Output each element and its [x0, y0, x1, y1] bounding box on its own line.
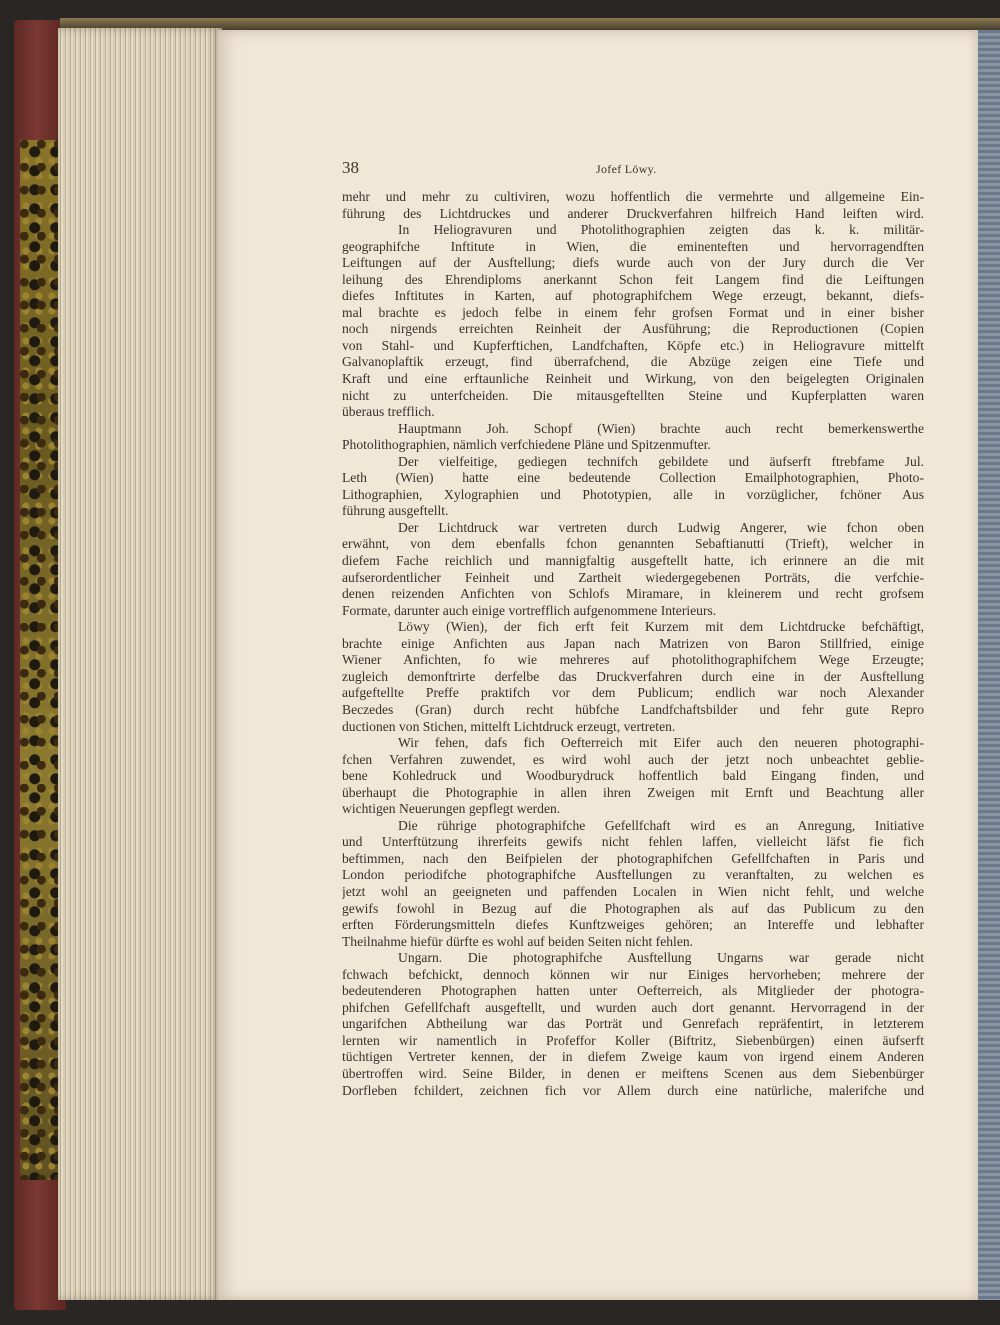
text-line: diefem Fache reichlich und mannigfaltig ausgeftellt hatte, ich erinnere an die mit [342, 553, 924, 569]
text-line: nicht zu unterfcheiden. Die mitausgeftellten Steine und Kupferplatten waren [342, 387, 924, 403]
text-line: Wir fehen, dafs fich Oefterreich mit Eifer auch den neueren photographi- [398, 735, 924, 751]
text-line: von Stahl- und Kupferftichen, Landfchaften, Köpfe etc.) in Heliogravure mittelft [342, 337, 924, 353]
text-line: überhaupt die Photographie in allen ihren Zweigen mit Ernft und Beachtung aller [342, 784, 924, 800]
running-head: Jofef Löwy. [596, 162, 657, 176]
text-line: geographifche Inftitute in Wien, die eminenteften und hervorragendften [342, 238, 924, 254]
text-line: tüchtigen Vertreter kennen, der in diefem Zweige kaum von irgend einem Anderen [342, 1049, 924, 1065]
text-line: leihung des Ehrendiploms anerkannt Schon feit Langem find die Leiftungen [342, 271, 924, 287]
text-line: fchen Verfahren zuwendet, es wird wohl auch der jetzt noch unbeachtet geblie- [342, 751, 924, 767]
text-line: Galvanoplaftik erzeugt, find überrafchend, die Abzüge zeigen eine Tiefe und [342, 354, 924, 370]
text-line: aufserordentlicher Feinheit und Zartheit wiedergegebenen Porträts, die verfchie- [342, 569, 924, 585]
text-line: Theilnahme hiefür dürfte es wohl auf beiden Seiten nicht fehlen. [342, 933, 694, 949]
text-line: beftimmen, nach den Beifpielen der photographifchen Gefellfchaften in Paris und [342, 850, 924, 866]
text-line: aufgeftellte Preffe praktifch vor dem Publicum; endlich war noch Alexander [342, 685, 924, 701]
text-line: Löwy (Wien), der fich erft feit Kurzem mit dem Lichtdrucke befchäftigt, [398, 619, 924, 635]
text-line: noch nirgends erreichten Reinheit der Ausführung; die Reproductionen (Copien [342, 321, 924, 337]
text-line: jetzt wohl an geeigneten und paffenden Localen in Wien nicht fehlt, und welche [342, 883, 924, 899]
text-line: Lithographien, Xylographien und Phototypien, alle in vorzüglicher, fchöner Aus [342, 486, 924, 502]
text-line: führung des Lichtdruckes und anderer Druckverfahren hilfreich Hand leiften wird. [342, 205, 924, 221]
text-line: Beczedes (Gran) durch recht hübfche Landfchaftsbilder und fehr gute Repro [342, 701, 924, 717]
text-line: mehr und mehr zu cultiviren, wozu hoffentlich die vermehrte und allgemeine Ein- [342, 189, 924, 204]
text-line: Ungarn. Die photographifche Ausftellung Ungarns war gerade nicht [398, 950, 924, 966]
page-header [342, 158, 922, 182]
text-line: Hauptmann Joh. Schopf (Wien) brachte auch recht bemerkenswerthe [398, 420, 924, 436]
text-line: diefes Inftitutes in Karten, auf photographifchem Wege erzeugt, bekannt, diefs- [342, 288, 924, 304]
text-line: Dorfleben fchildert, zeichnen fich vor Allem durch eine natürliche, malerifche und [342, 1082, 924, 1098]
page-block-edges [58, 28, 222, 1300]
page-number: 38 [342, 158, 359, 177]
text-line: Der vielfeitige, gediegen technifch gebildete und äufserft ftrebfame Jul. [398, 453, 924, 469]
text-line: In Heliogravuren und Photolithographien zeigten das k. k. militär- [398, 222, 924, 238]
text-line: ductionen von Stichen, mittelft Lichtdruck erzeugt, vertreten. [342, 718, 676, 734]
text-line: denen reizenden Anfichten von Schlofs Miramare, in kleinerem und recht grofsem [342, 586, 924, 602]
marbled-endpaper [20, 140, 60, 1180]
text-line: Der Lichtdruck war vertreten durch Ludwig Angerer, wie fchon oben [398, 519, 924, 535]
body-text [342, 189, 924, 1099]
text-line: London periodifche photographifche Ausftellungen zu veranftalten, zu welchen es [342, 867, 924, 883]
text-line: phifchen Gefellfchaft ausgeftellt, und wurden auch dort genannt. Hervorragend in der [342, 999, 924, 1015]
text-line: übertroffen wird. Seine Bilder, in denen er meiftens Scenen aus dem Siebenbürger [342, 1065, 924, 1081]
text-line: bedeutenderen Photographen hatten unter Oefterreich, als Mitglieder der photogra- [342, 983, 924, 999]
text-line: lernten wir namentlich in Profeffor Koller (Biftritz, Siebenbürgen) einen äufserft [342, 1032, 924, 1048]
text-line: zugleich demonftrirte derfelbe das Druckverfahren durch eine in der Ausftellung [342, 668, 924, 684]
text-line: und Unterftützung ihrerfeits gewifs nicht fehlen laffen, vielleicht läfst fie fich [342, 834, 924, 850]
text-line: Photolithographien, nämlich verfchiedene Pläne und Spitzenmufter. [342, 437, 711, 453]
text-line: erften Förderungsmitteln diefes Kunftzweiges gehören; an Intereffe und lebhafter [342, 917, 924, 933]
text-line: mal brachte es jedoch felbe in einem fehr grofsen Format und in einer bisher [342, 304, 924, 320]
text-line: Die rührige photographifche Gefellfchaft wird es an Anregung, Initiative [398, 817, 924, 833]
text-line: Formate, darunter auch einige vortrefflich aufgenommene Interieurs. [342, 602, 717, 618]
text-line: brachte einige Anfichten aus Japan nach Matrizen von Baron Stillfried, einige [342, 635, 924, 651]
text-line: Kraft und eine erftaunliche Reinheit und Wirkung, von den beigelegten Originalen [342, 371, 924, 387]
text-line: wichtigen Neuerungen gepflegt werden. [342, 801, 561, 817]
text-line: fchwach befchickt, dennoch können wir nur Einiges hervorheben; mehrere der [342, 966, 924, 982]
text-line: ungarifchen Abtheilung war das Porträt und Genrefach repräfentirt, in letzterem [342, 1016, 924, 1032]
text-line: gewifs fowohl in Bezug auf die Photographen als auf das Publicum zu den [342, 900, 924, 916]
text-line: erwähnt, von dem ebenfalls fchon genannten Sebaftianutti (Trieft), welcher in [342, 536, 924, 552]
text-line: Wiener Anfichten, fo wie mehreres auf photolithographifchem Wege Erzeugte; [342, 652, 924, 668]
text-line: Leiftungen auf der Ausftellung; diefs wurde auch von der Jury durch die Ver [342, 255, 924, 271]
text-line: Leth (Wien) hatte eine bedeutende Collection Emailphotographien, Photo- [342, 470, 924, 486]
text-line: bene Kohledruck und Woodburydruck hoffentlich bald Eingang finden, und [342, 768, 924, 784]
text-line: überaus trefflich. [342, 404, 435, 420]
text-line: führung ausgeftellt. [342, 503, 449, 519]
